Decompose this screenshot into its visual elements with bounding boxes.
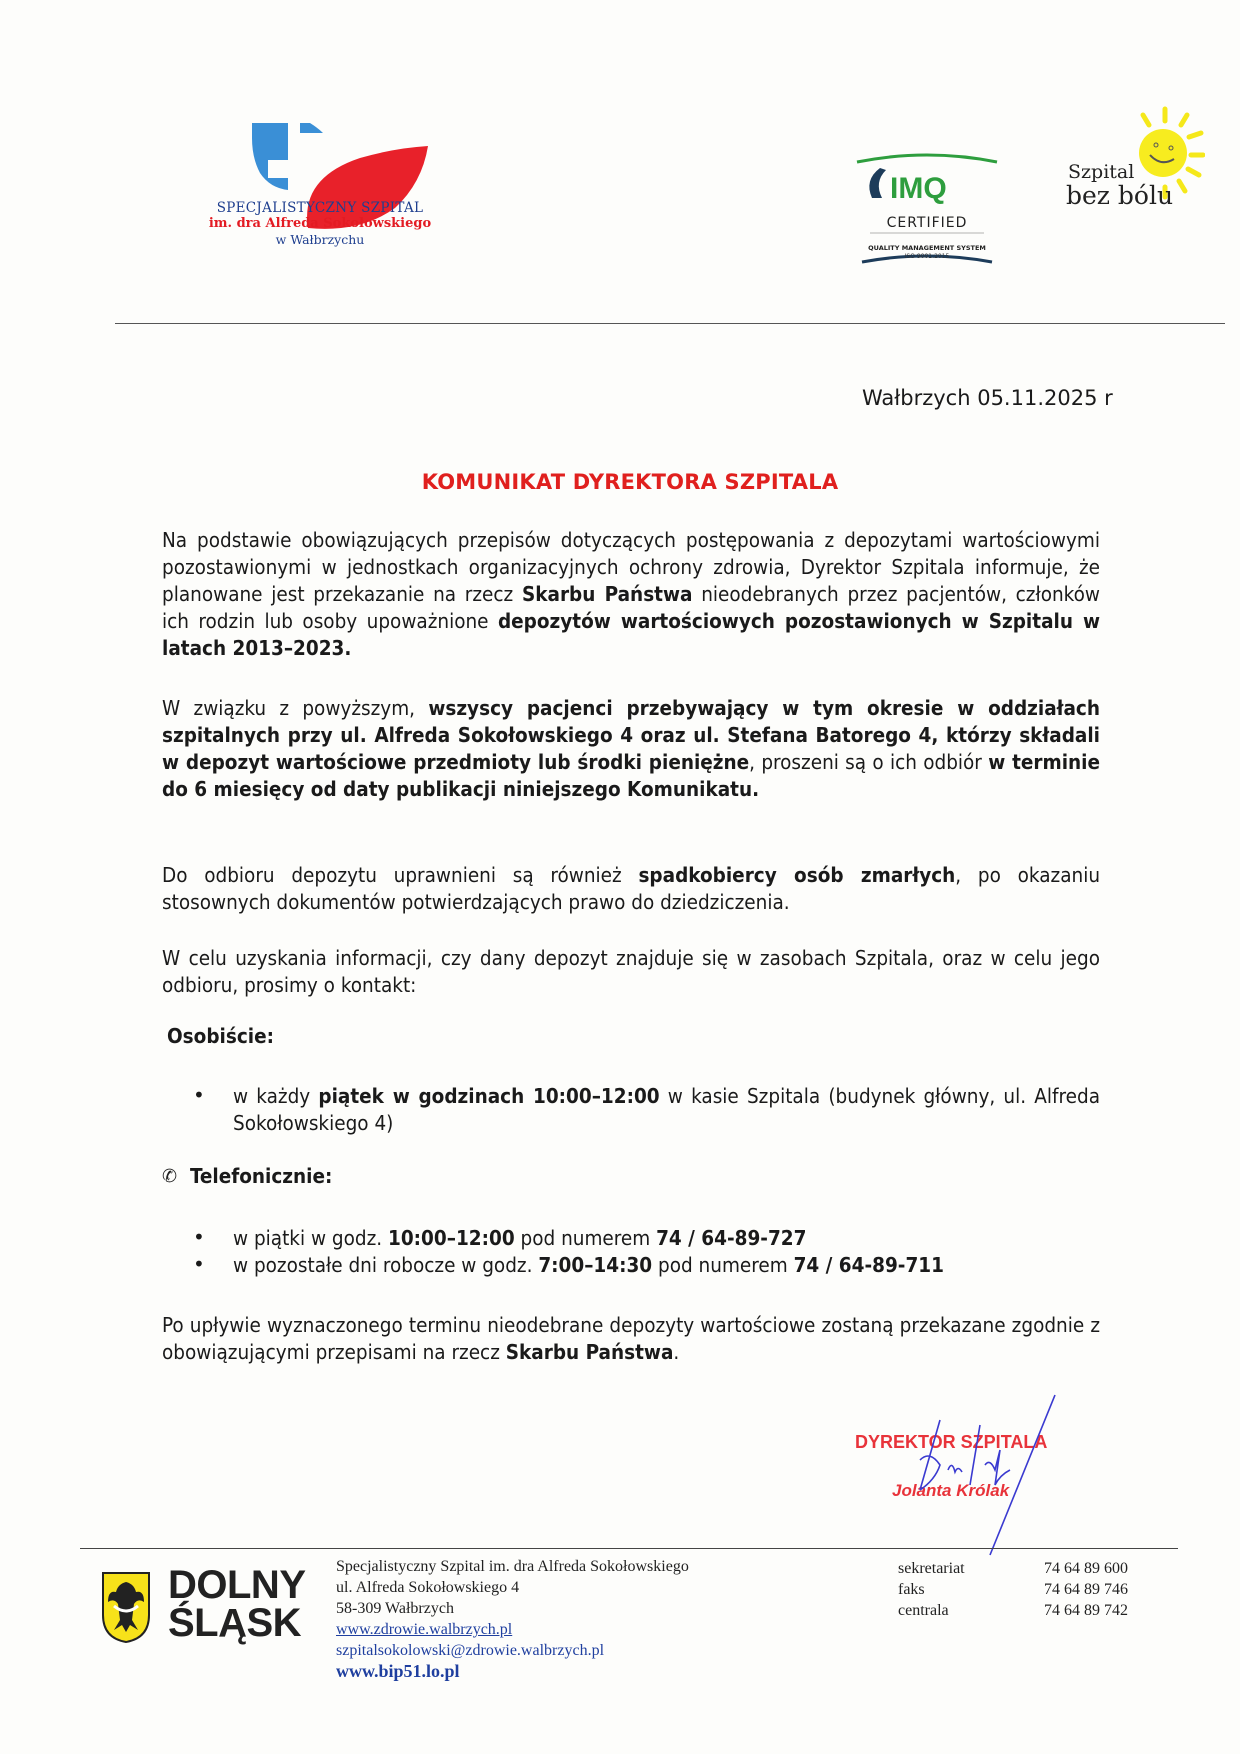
paragraph-4: W celu uzyskania informacji, czy dany depozyt znajduje się w zasobach Szpitala, oraz w celu jego odbioru, prosimy o kontakt: bbox=[162, 946, 1100, 997]
document-title: KOMUNIKAT DYREKTORA SZPITALA bbox=[421, 470, 839, 494]
phone-icon: ✆ bbox=[162, 1166, 178, 1187]
in-person-heading: Osobiście: bbox=[167, 1024, 274, 1048]
paragraph-3: Do odbioru depozytu uprawnieni są również spadkobiercy osób zmarłych, po okazaniu stosownych dokumentów potwierdzających prawo do dziedziczenia. bbox=[162, 863, 1101, 914]
contact-value: 74 64 89 600 bbox=[1044, 1560, 1128, 1577]
contact-value: 74 64 89 746 bbox=[1044, 1581, 1128, 1598]
dolny-slask-logo: DOLNY ŚLĄSK bbox=[168, 1563, 306, 1645]
bullet-icon: • bbox=[193, 1252, 205, 1276]
footer-bip-link[interactable]: www.bip51.lo.pl bbox=[336, 1661, 460, 1681]
footer-website-link[interactable]: www.zdrowie.walbrzych.pl bbox=[336, 1621, 513, 1638]
imq-standard-text: ISO 9001:2015 bbox=[904, 253, 950, 260]
footer-city: 58-309 Wałbrzych bbox=[336, 1600, 454, 1617]
bullet-icon: • bbox=[193, 1083, 205, 1107]
phone-heading: Telefonicznie: bbox=[190, 1164, 333, 1188]
footer-divider bbox=[80, 1548, 1178, 1549]
phone-item-1: w piątki w godz. 10:00–12:00 pod numerem 74 / 64-89-727 bbox=[233, 1226, 807, 1250]
contact-value: 74 64 89 742 bbox=[1044, 1602, 1128, 1619]
hospital-name-line3: w Wałbrzychu bbox=[275, 232, 365, 247]
contact-label: faks bbox=[898, 1581, 925, 1598]
footer-email-link[interactable]: szpitalsokolowski@zdrowie.walbrzych.pl bbox=[336, 1642, 605, 1659]
paragraph-1: Na podstawie obowiązujących przepisów dotyczących postępowania z depozytami wartościowymi pozostawionymi w jednostkach organizacyjnych ochrony zdrowia, Dyrektor Szpitala informuje, że planowane jest przekazanie na rzecz Skarbu Państwa nieodebranych przez pacjentów, członków ich rodzin lub osoby upoważnione depozytów wartościowych pozostawionych w Szpitalu w latach 2013–2023. bbox=[162, 528, 1101, 660]
lower-silesia-coat-of-arms-icon bbox=[100, 1570, 152, 1645]
hospital-name-line2: im. dra Alfreda Sokołowskiego bbox=[208, 216, 432, 231]
pain-free-logo-line2: bez bólu bbox=[1066, 181, 1174, 210]
pain-free-logo-line1: Szpital bbox=[1068, 161, 1135, 183]
signature-title: DYREKTOR SZPITALA bbox=[855, 1432, 1048, 1452]
in-person-item: w każdy piątek w godzinach 10:00–12:00 w kasie Szpitala (budynek główny, ul. Alfreda Sokołowskiego 4) bbox=[233, 1084, 1100, 1135]
handwritten-signature-icon bbox=[860, 1390, 1060, 1560]
footer-hospital-name: Specjalistyczny Szpital im. dra Alfreda Sokołowskiego bbox=[336, 1558, 689, 1575]
footer-street: ul. Alfreda Sokołowskiego 4 bbox=[336, 1579, 520, 1596]
svg-text:IMQ: IMQ bbox=[890, 172, 947, 205]
imq-certified-text: CERTIFIED bbox=[886, 215, 968, 231]
contact-label: sekretariat bbox=[898, 1560, 965, 1577]
header-divider bbox=[115, 323, 1225, 324]
place-date: Wałbrzych 05.11.2025 r bbox=[862, 386, 1113, 410]
paragraph-5: Po upływie wyznaczonego terminu nieodebrane depozyty wartościowe zostaną przekazane zgodnie z obowiązującymi przepisami na rzecz Skarbu Państwa. bbox=[162, 1313, 1100, 1364]
signature-name: Jolanta Królak bbox=[892, 1481, 1010, 1500]
phone-item-2: w pozostałe dni robocze w godz. 7:00–14:30 pod numerem 74 / 64-89-711 bbox=[233, 1253, 944, 1277]
hospital-name-line1: SPECJALISTYCZNY SZPITAL bbox=[216, 200, 424, 216]
imq-system-text: QUALITY MANAGEMENT SYSTEM bbox=[868, 244, 986, 252]
paragraph-2: W związku z powyższym, wszyscy pacjenci przebywający w tym okresie w oddziałach szpitalnych przy ul. Alfreda Sokołowskiego 4 oraz ul. Stefana Batorego 4, którzy składali w depozyt wartościowe przedmioty lub środki pieniężne, proszeni są o ich odbiór w terminie do 6 miesięcy od daty publikacji niniejszego Komunikatu. bbox=[162, 696, 1101, 801]
contact-label: centrala bbox=[898, 1602, 949, 1619]
bullet-icon: • bbox=[193, 1225, 205, 1249]
